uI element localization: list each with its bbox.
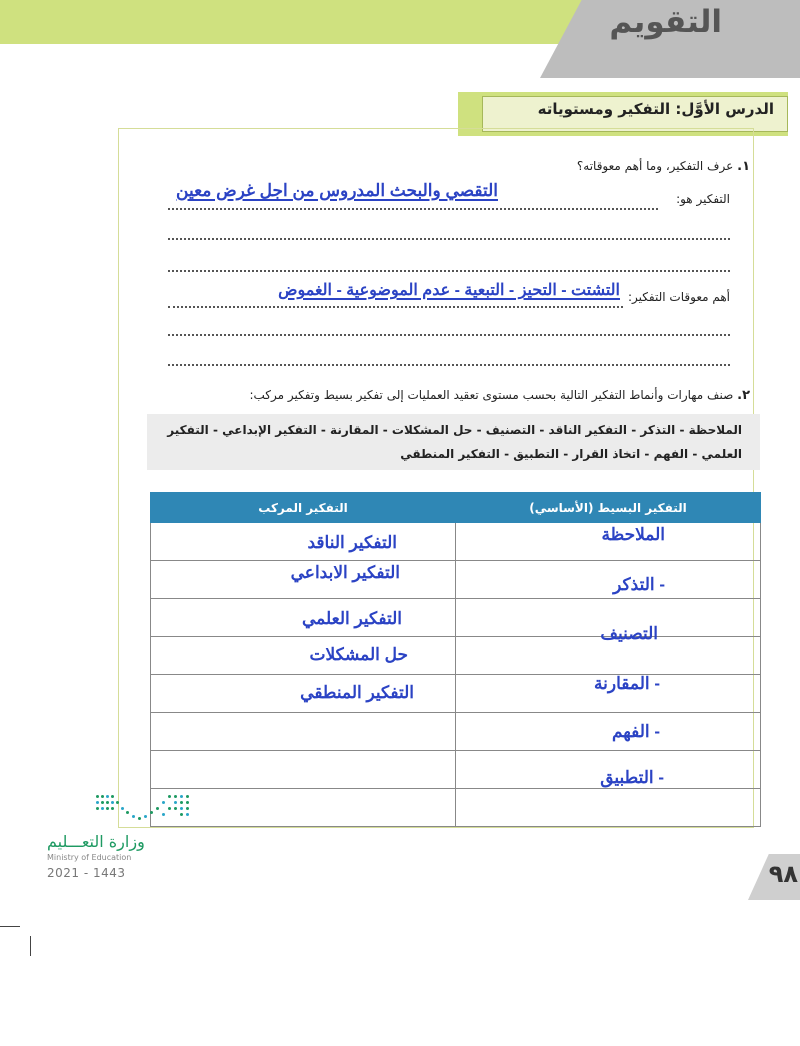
question-1 <box>577 159 750 174</box>
table-row <box>151 713 761 751</box>
page-title: التقويم <box>609 4 722 40</box>
table-row <box>151 675 761 713</box>
ministry-logo-icon <box>96 793 196 823</box>
complex-answer: التفكير المنطقي <box>300 683 414 702</box>
table-row <box>151 751 761 789</box>
column-header-simple: التفكير البسيط (الأساسي) <box>456 493 761 523</box>
simple-answer: - المقارنة <box>594 674 660 693</box>
answer-line <box>168 258 730 272</box>
question-2-text: صنف مهارات وأنماط التفكير التالية بحسب مستوى تعقيد العمليات إلى تفكير بسيط وتفكير مركب: <box>249 388 734 402</box>
crop-mark <box>0 926 20 927</box>
simple-answer: - الفهم <box>611 722 660 741</box>
table-row <box>151 789 761 827</box>
simple-answer: - التطبيق <box>600 768 664 787</box>
complex-answer: التفكير العلمي <box>302 609 402 628</box>
ministry-name-arabic: وزارة التعـــليم <box>47 832 145 851</box>
ministry-name-english: Ministry of Education <box>47 853 132 862</box>
simple-answer: - التذكر <box>613 575 665 594</box>
page-number: ٩٨ <box>768 860 798 888</box>
skills-line-1: الملاحظة - التذكر - التفكير الناقد - التصنيف - حل المشكلات - المقارنة - التفكير الإبداعي - التفكير <box>167 423 742 437</box>
question-1-number: ١. <box>737 159 750 174</box>
question-2 <box>249 388 750 403</box>
definition-label: التفكير هو: <box>676 192 730 206</box>
table-row <box>151 599 761 637</box>
definition-answer: التقصي والبحث المدروس من اجل غرض معين <box>176 181 498 200</box>
complex-answer: حل المشكلات <box>309 645 408 664</box>
classification-table <box>150 492 761 827</box>
edition-year: 2021 - 1443 <box>47 866 126 880</box>
complex-answer: التفكير الناقد <box>307 533 397 552</box>
simple-answer: الملاحظة <box>601 525 665 544</box>
skills-line-2: العلمي - الفهم - اتخاذ القرار - التطبيق - التفكير المنطقي <box>400 447 742 461</box>
crop-mark <box>30 936 31 956</box>
question-1-text: عرف التفكير، وما أهم معوقاته؟ <box>576 159 734 173</box>
table-row <box>151 561 761 599</box>
table-row <box>151 637 761 675</box>
obstacles-answer: التشتت - التحيز - التبعية - عدم الموضوعية - الغموض <box>278 282 620 299</box>
column-header-complex: التفكير المركب <box>151 493 456 523</box>
obstacles-label: أهم معوقات التفكير: <box>628 290 730 304</box>
answer-line <box>168 226 730 240</box>
complex-answer: التفكير الابداعي <box>290 563 400 582</box>
simple-answer: التصنيف <box>600 624 658 643</box>
table-row <box>151 523 761 561</box>
lesson-title: الدرس الأوَّل: التفكير ومستوياته <box>537 100 774 118</box>
answer-line <box>168 322 730 336</box>
answer-line <box>168 352 730 366</box>
skills-list <box>142 418 742 466</box>
question-2-number: ٢. <box>737 388 750 403</box>
